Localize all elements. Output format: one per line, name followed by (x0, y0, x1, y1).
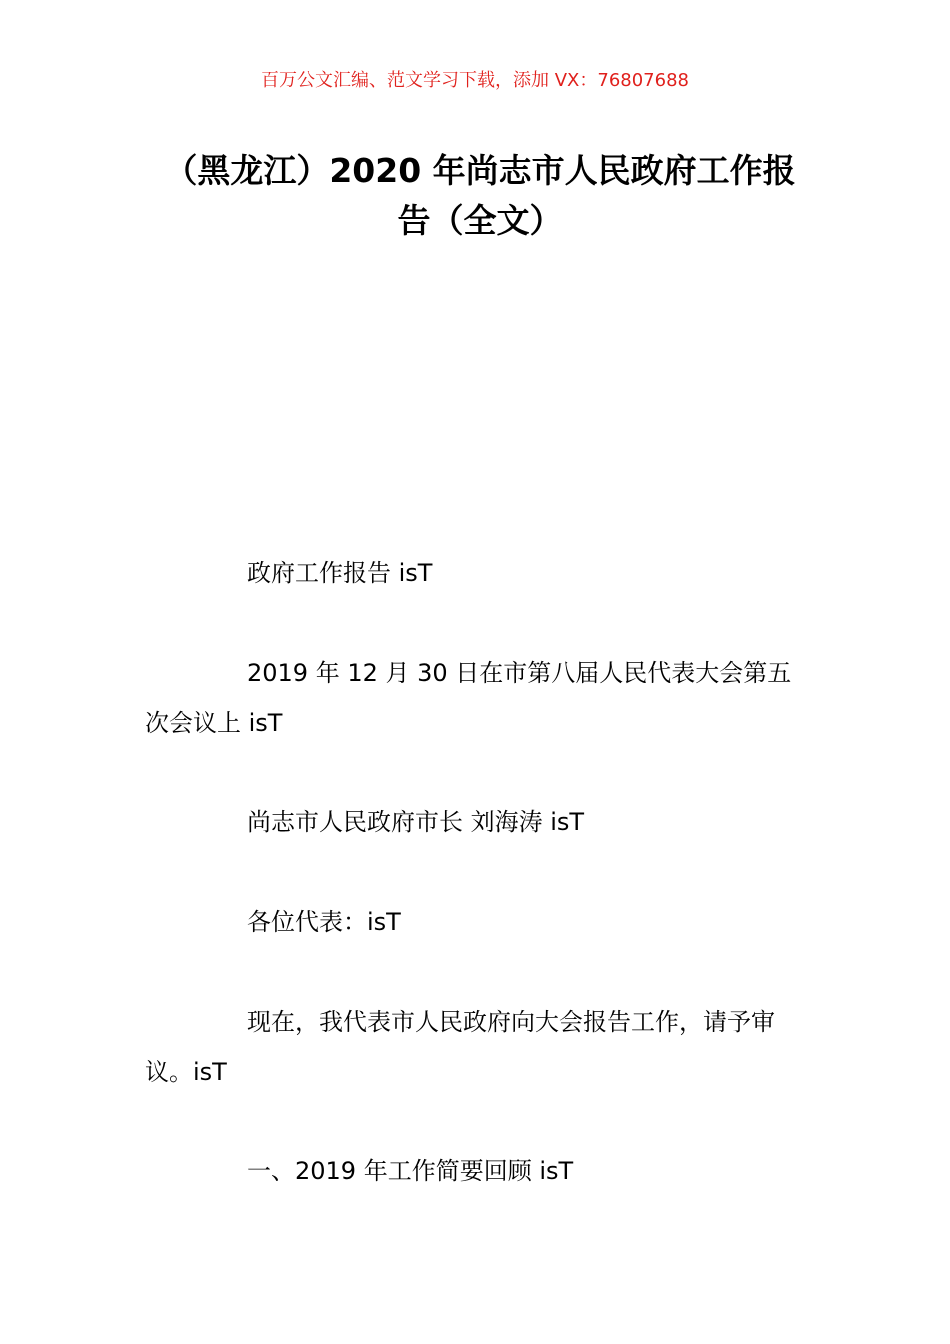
paragraph-salutation: 各位代表：isT (247, 908, 401, 936)
header-promo-note: 百万公文汇编、范文学习下载，添加 VX：76807688 (261, 70, 689, 91)
document-title: （黑龙江）2020 年尚志市人民政府工作报告（全文） (164, 151, 796, 240)
paragraph-meeting-date: 2019 年 12 月 30 日在市第八届人民代表大会第五次会议上 isT (145, 659, 792, 737)
paragraph-report-label: 政府工作报告 isT (247, 559, 433, 587)
section-heading-review: 一、2019 年工作简要回顾 isT (247, 1157, 574, 1185)
paragraph-opening: 现在，我代表市人民政府向大会报告工作，请予审议。isT (145, 1008, 775, 1086)
paragraph-mayor: 尚志市人民政府市长 刘海涛 isT (247, 808, 585, 836)
